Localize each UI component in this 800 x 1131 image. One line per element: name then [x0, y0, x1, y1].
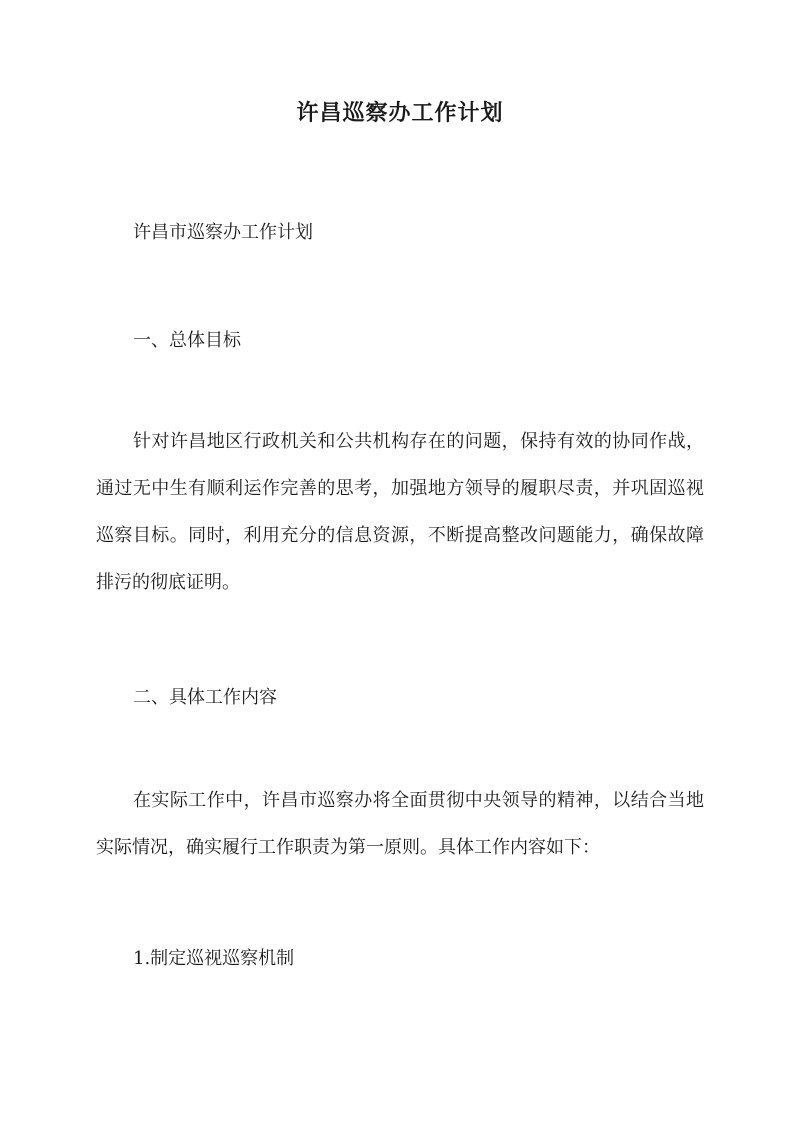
section-heading-work-content: 二、具体工作内容 [133, 687, 277, 708]
item-heading-inspection-mechanism: 1.制定巡视巡察机制 [133, 948, 295, 969]
section-heading-overall-goal: 一、总体目标 [133, 330, 241, 351]
section-paragraph-overall-goal: 针对许昌地区行政机关和公共机构存在的问题，保持有效的协同作战，通过无中生有顺利运作完善的思考，加强地方领导的履职尽责，并巩固巡视巡察目标。同时，利用充分的信息资源，不断提高整改问题能力，确保故障排污的彻底证明。 [96, 431, 704, 593]
document-title: 许昌巡察办工作计划 [296, 100, 504, 126]
document-subtitle: 许昌市巡察办工作计划 [133, 222, 313, 243]
section-paragraph-work-content: 在实际工作中，许昌市巡察办将全面贯彻中央领导的精神，以结合当地实际情况，确实履行工作职责为第一原则。具体工作内容如下： [96, 790, 704, 858]
